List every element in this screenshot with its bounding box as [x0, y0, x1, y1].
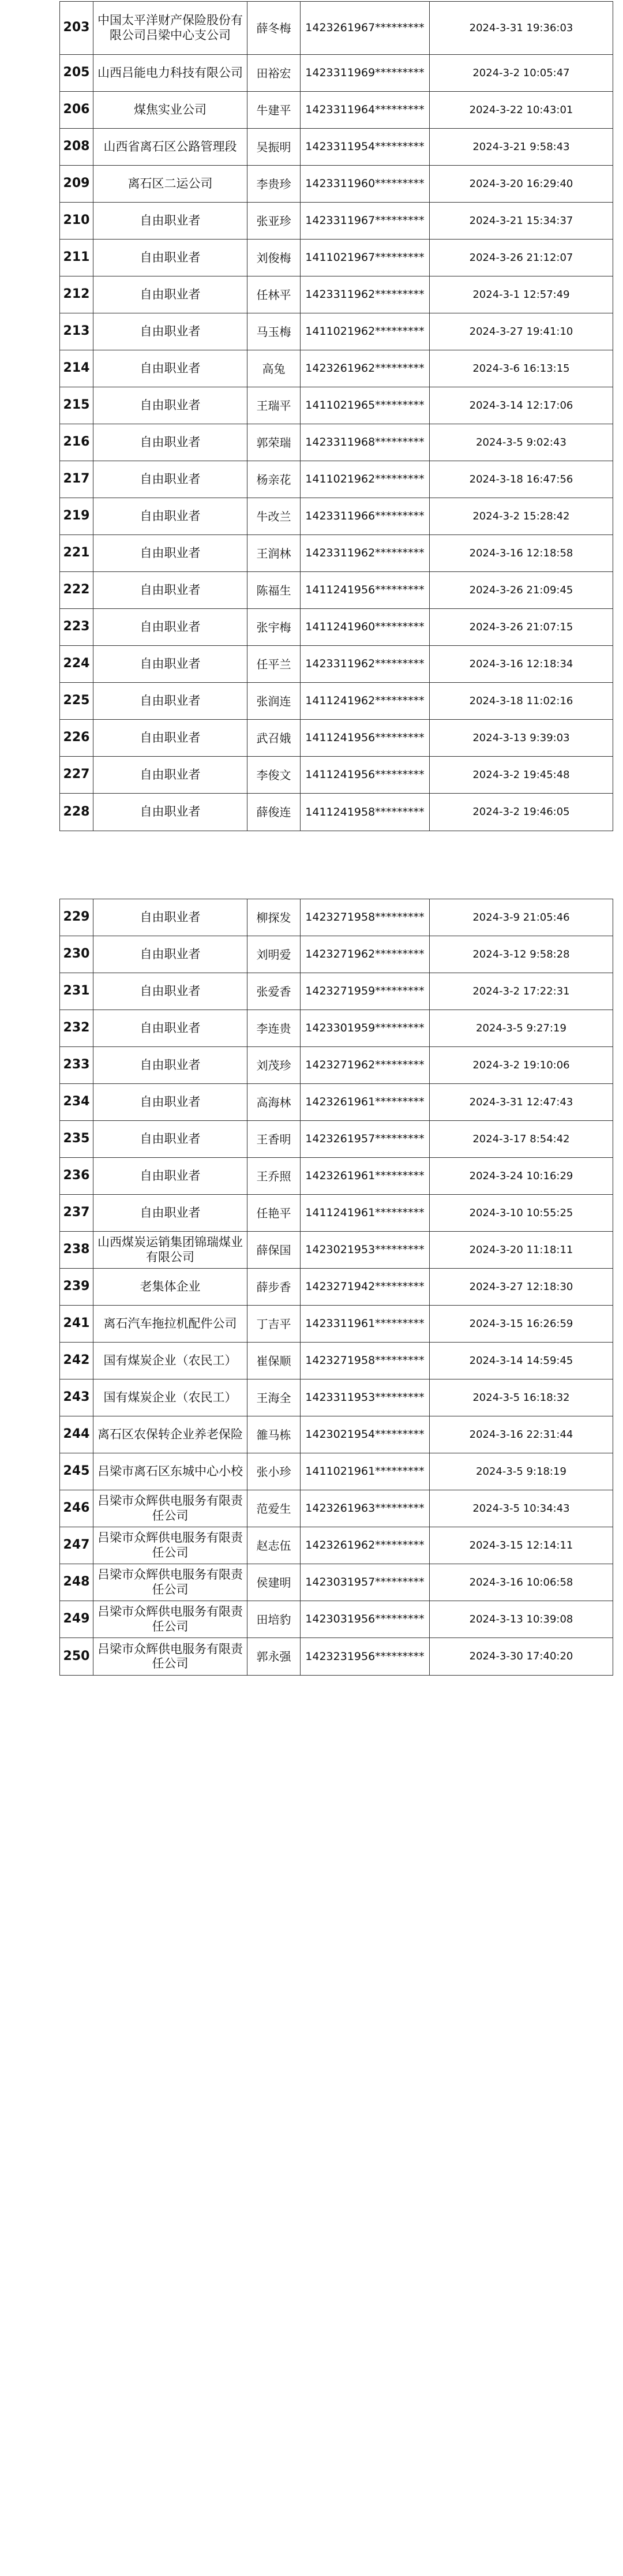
- submission-time: 2024-3-20 11:18:11: [469, 1243, 573, 1256]
- row-number: 230: [60, 936, 93, 973]
- person-name: 王乔照: [247, 1158, 301, 1194]
- row-number: 216: [60, 424, 93, 461]
- masked-id-number: 1411241961*********: [301, 1195, 430, 1231]
- employer-name: 自由职业者: [93, 1010, 247, 1046]
- masked-id-number: 1423031956*********: [301, 1601, 430, 1637]
- employer-name: 自由职业者: [93, 461, 247, 498]
- employer-name: 国有煤炭企业（农民工）: [93, 1343, 247, 1379]
- table-row: [60, 129, 613, 166]
- row-number: 239: [60, 1269, 93, 1305]
- row-number: 221: [60, 535, 93, 571]
- masked-id-number: 1411241956*********: [301, 757, 430, 793]
- masked-id-number: 1411021961*********: [301, 1453, 430, 1490]
- person-name: 牛改兰: [247, 498, 301, 534]
- table-row: [60, 1490, 613, 1527]
- person-name: 任林平: [247, 276, 301, 313]
- row-number: 233: [60, 1047, 93, 1083]
- table-row: [60, 1084, 613, 1121]
- person-name: 吴振明: [247, 129, 301, 165]
- table-row: [60, 1638, 613, 1675]
- employer-name: 离石汽车拖拉机配件公司: [93, 1306, 247, 1342]
- person-name: 王瑞平: [247, 387, 301, 424]
- employer-name: 吕梁市众辉供电服务有限责任公司: [93, 1564, 247, 1601]
- masked-id-number: 1423261963*********: [301, 1490, 430, 1527]
- employer-name: 山西煤炭运销集团锦瑞煤业有限公司: [93, 1232, 247, 1268]
- submission-time: 2024-3-2 17:22:31: [472, 985, 570, 997]
- row-number: 246: [60, 1490, 93, 1527]
- table-row: [60, 899, 613, 936]
- submission-time: 2024-3-5 10:34:43: [472, 1502, 570, 1515]
- table-row: [60, 1232, 613, 1269]
- employer-name: 吕梁市众辉供电服务有限责任公司: [93, 1527, 247, 1564]
- submission-time: 2024-3-26 21:07:15: [469, 620, 573, 633]
- row-number: 242: [60, 1343, 93, 1379]
- employer-name: 老集体企业: [93, 1269, 247, 1305]
- table-row: [60, 461, 613, 498]
- table-row: [60, 720, 613, 757]
- masked-id-number: 1423311968*********: [301, 424, 430, 461]
- person-name: 王香明: [247, 1121, 301, 1157]
- table-row: [60, 683, 613, 720]
- table-row: [60, 1047, 613, 1084]
- table-row: [60, 240, 613, 276]
- person-name: 李俊文: [247, 757, 301, 793]
- table-row: [60, 387, 613, 424]
- person-name: 任平兰: [247, 646, 301, 682]
- employer-name: 自由职业者: [93, 203, 247, 239]
- submission-time: 2024-3-5 16:18:32: [472, 1391, 570, 1404]
- person-name: 李连贵: [247, 1010, 301, 1046]
- masked-id-number: 1423311969*********: [301, 55, 430, 91]
- row-number: 235: [60, 1121, 93, 1157]
- masked-id-number: 1411241956*********: [301, 720, 430, 756]
- table-row: [60, 498, 613, 535]
- person-name: 薛冬梅: [247, 2, 301, 54]
- row-number: 250: [60, 1638, 93, 1675]
- submission-time: 2024-3-16 10:06:58: [469, 1576, 573, 1588]
- employer-name: 自由职业者: [93, 313, 247, 350]
- person-name: 任艳平: [247, 1195, 301, 1231]
- table-row: [60, 535, 613, 572]
- person-name: 郭荣瑞: [247, 424, 301, 461]
- employer-name: 吕梁市众辉供电服务有限责任公司: [93, 1601, 247, 1637]
- masked-id-number: 1423311960*********: [301, 166, 430, 202]
- table-row: [60, 1269, 613, 1306]
- submission-time: 2024-3-21 9:58:43: [472, 140, 570, 153]
- masked-id-number: 1411241962*********: [301, 683, 430, 719]
- table-row: [60, 1010, 613, 1047]
- submission-time: 2024-3-13 10:39:08: [469, 1613, 573, 1625]
- row-number: 244: [60, 1416, 93, 1453]
- person-name: 杨亲花: [247, 461, 301, 498]
- table-block: [59, 1, 613, 831]
- submission-time: 2024-3-9 21:05:46: [472, 911, 570, 924]
- person-name: 赵志伍: [247, 1527, 301, 1564]
- masked-id-number: 1423311966*********: [301, 498, 430, 534]
- table-row: [60, 1601, 613, 1638]
- person-name: 王润林: [247, 535, 301, 571]
- masked-id-number: 1423271958*********: [301, 899, 430, 936]
- employer-name: 煤焦实业公司: [93, 92, 247, 128]
- employer-name: 吕梁市众辉供电服务有限责任公司: [93, 1638, 247, 1675]
- submission-time: 2024-3-17 8:54:42: [472, 1132, 570, 1145]
- row-number: 203: [60, 2, 93, 54]
- masked-id-number: 1411241960*********: [301, 609, 430, 645]
- row-number: 243: [60, 1379, 93, 1416]
- submission-time: 2024-3-5 9:18:19: [476, 1465, 566, 1478]
- submission-time: 2024-3-18 11:02:16: [469, 694, 573, 707]
- table-row: [60, 1158, 613, 1195]
- masked-id-number: 1423021954*********: [301, 1416, 430, 1453]
- row-number: 231: [60, 973, 93, 1010]
- person-name: 侯建明: [247, 1564, 301, 1601]
- row-number: 226: [60, 720, 93, 756]
- person-name: 张宇梅: [247, 609, 301, 645]
- submission-time: 2024-3-10 10:55:25: [469, 1206, 573, 1219]
- row-number: 224: [60, 646, 93, 682]
- person-name: 薛俊连: [247, 794, 301, 831]
- row-number: 227: [60, 757, 93, 793]
- row-number: 237: [60, 1195, 93, 1231]
- submission-time: 2024-3-15 16:26:59: [469, 1317, 573, 1330]
- row-number: 247: [60, 1527, 93, 1564]
- row-number: 245: [60, 1453, 93, 1490]
- masked-id-number: 1423261962*********: [301, 350, 430, 387]
- employer-name: 中国太平洋财产保险股份有限公司吕梁中心支公司: [93, 2, 247, 54]
- person-name: 高海林: [247, 1084, 301, 1120]
- table-row: [60, 973, 613, 1010]
- submission-time: 2024-3-2 15:28:42: [472, 510, 570, 522]
- person-name: 丁吉平: [247, 1306, 301, 1342]
- submission-time: 2024-3-16 12:18:34: [469, 657, 573, 670]
- submission-time: 2024-3-2 10:05:47: [472, 66, 570, 79]
- table-row: [60, 1343, 613, 1379]
- person-name: 刘明爱: [247, 936, 301, 973]
- submission-time: 2024-3-5 9:27:19: [476, 1022, 566, 1034]
- table-block: [59, 899, 613, 1676]
- employer-name: 离石区农保转企业养老保险: [93, 1416, 247, 1453]
- employer-name: 自由职业者: [93, 535, 247, 571]
- row-number: 228: [60, 794, 93, 831]
- submission-time: 2024-3-21 15:34:37: [469, 214, 573, 227]
- submission-time: 2024-3-27 12:18:30: [469, 1280, 573, 1293]
- masked-id-number: 1423261961*********: [301, 1158, 430, 1194]
- person-name: 牛建平: [247, 92, 301, 128]
- submission-time: 2024-3-24 10:16:29: [469, 1169, 573, 1182]
- masked-id-number: 1423311967*********: [301, 203, 430, 239]
- employer-name: 自由职业者: [93, 720, 247, 756]
- row-number: 236: [60, 1158, 93, 1194]
- employer-name: 自由职业者: [93, 794, 247, 831]
- masked-id-number: 1411021962*********: [301, 461, 430, 498]
- employer-name: 自由职业者: [93, 1047, 247, 1083]
- masked-id-number: 1423271958*********: [301, 1343, 430, 1379]
- employer-name: 自由职业者: [93, 683, 247, 719]
- person-name: 张小珍: [247, 1453, 301, 1490]
- row-number: 241: [60, 1306, 93, 1342]
- person-name: 田裕宏: [247, 55, 301, 91]
- employer-name: 自由职业者: [93, 973, 247, 1010]
- employer-name: 自由职业者: [93, 276, 247, 313]
- table-row: [60, 1195, 613, 1232]
- employer-name: 自由职业者: [93, 899, 247, 936]
- employer-name: 自由职业者: [93, 1121, 247, 1157]
- table-row: [60, 2, 613, 55]
- table-row: [60, 55, 613, 92]
- masked-id-number: 1423021953*********: [301, 1232, 430, 1268]
- submission-time: 2024-3-14 14:59:45: [469, 1354, 573, 1367]
- table-row: [60, 1564, 613, 1601]
- table-row: [60, 424, 613, 461]
- person-name: 田培豹: [247, 1601, 301, 1637]
- masked-id-number: 1423261961*********: [301, 1084, 430, 1120]
- submission-time: 2024-3-1 12:57:49: [472, 288, 570, 301]
- masked-id-number: 1423311962*********: [301, 646, 430, 682]
- employer-name: 离石区二运公司: [93, 166, 247, 202]
- submission-time: 2024-3-15 12:14:11: [469, 1539, 573, 1551]
- employer-name: 山西省离石区公路管理段: [93, 129, 247, 165]
- row-number: 248: [60, 1564, 93, 1601]
- submission-time: 2024-3-16 22:31:44: [469, 1428, 573, 1441]
- table-row: [60, 1416, 613, 1453]
- masked-id-number: 1411021967*********: [301, 240, 430, 276]
- masked-id-number: 1423261967*********: [301, 2, 430, 54]
- row-number: 208: [60, 129, 93, 165]
- table-row: [60, 572, 613, 609]
- person-name: 张爱香: [247, 973, 301, 1010]
- employer-name: 自由职业者: [93, 936, 247, 973]
- submission-time: 2024-3-26 21:12:07: [469, 251, 573, 264]
- row-number: 225: [60, 683, 93, 719]
- row-number: 209: [60, 166, 93, 202]
- employer-name: 自由职业者: [93, 1195, 247, 1231]
- table-row: [60, 1453, 613, 1490]
- row-number: 249: [60, 1601, 93, 1637]
- submission-time: 2024-3-22 10:43:01: [469, 103, 573, 116]
- person-name: 陈福生: [247, 572, 301, 608]
- masked-id-number: 1411241956*********: [301, 572, 430, 608]
- employer-name: 自由职业者: [93, 1084, 247, 1120]
- employer-name: 自由职业者: [93, 350, 247, 387]
- submission-time: 2024-3-12 9:58:28: [472, 948, 570, 960]
- table-row: [60, 794, 613, 831]
- person-name: 张润连: [247, 683, 301, 719]
- person-name: 高兔: [247, 350, 301, 387]
- person-name: 武召娥: [247, 720, 301, 756]
- row-number: 215: [60, 387, 93, 424]
- employer-name: 吕梁市离石区东城中心小校: [93, 1453, 247, 1490]
- row-number: 206: [60, 92, 93, 128]
- masked-id-number: 1411241958*********: [301, 794, 430, 831]
- table-row: [60, 313, 613, 350]
- submission-time: 2024-3-16 12:18:58: [469, 547, 573, 559]
- employer-name: 山西吕能电力科技有限公司: [93, 55, 247, 91]
- submission-time: 2024-3-13 9:39:03: [472, 731, 570, 744]
- table-row: [60, 1379, 613, 1416]
- employer-name: 自由职业者: [93, 646, 247, 682]
- submission-time: 2024-3-30 17:40:20: [469, 1650, 573, 1663]
- submission-time: 2024-3-20 16:29:40: [469, 177, 573, 190]
- employer-name: 自由职业者: [93, 240, 247, 276]
- employer-name: 吕梁市众辉供电服务有限责任公司: [93, 1490, 247, 1527]
- submission-time: 2024-3-2 19:46:05: [472, 806, 570, 818]
- employer-name: 自由职业者: [93, 572, 247, 608]
- employer-name: 自由职业者: [93, 387, 247, 424]
- employer-name: 自由职业者: [93, 757, 247, 793]
- row-number: 214: [60, 350, 93, 387]
- employer-name: 国有煤炭企业（农民工）: [93, 1379, 247, 1416]
- submission-time: 2024-3-5 9:02:43: [476, 436, 566, 448]
- masked-id-number: 1411021965*********: [301, 387, 430, 424]
- person-name: 刘茂珍: [247, 1047, 301, 1083]
- table-row: [60, 1306, 613, 1343]
- person-name: 薛步香: [247, 1269, 301, 1305]
- masked-id-number: 1423031957*********: [301, 1564, 430, 1601]
- employer-name: 自由职业者: [93, 498, 247, 534]
- masked-id-number: 1423271942*********: [301, 1269, 430, 1305]
- row-number: 210: [60, 203, 93, 239]
- person-name: 刘俊梅: [247, 240, 301, 276]
- table-row: [60, 203, 613, 240]
- row-number: 211: [60, 240, 93, 276]
- masked-id-number: 1423301959*********: [301, 1010, 430, 1046]
- row-number: 219: [60, 498, 93, 534]
- person-name: 张亚珍: [247, 203, 301, 239]
- masked-id-number: 1423271962*********: [301, 1047, 430, 1083]
- submission-time: 2024-3-31 12:47:43: [469, 1096, 573, 1108]
- table-row: [60, 276, 613, 313]
- table-row: [60, 350, 613, 387]
- masked-id-number: 1423271959*********: [301, 973, 430, 1010]
- masked-id-number: 1423311962*********: [301, 276, 430, 313]
- person-name: 柳探发: [247, 899, 301, 936]
- person-name: 范爱生: [247, 1490, 301, 1527]
- table-row: [60, 92, 613, 129]
- row-number: 238: [60, 1232, 93, 1268]
- masked-id-number: 1423311961*********: [301, 1306, 430, 1342]
- row-number: 217: [60, 461, 93, 498]
- masked-id-number: 1423311962*********: [301, 535, 430, 571]
- submission-time: 2024-3-2 19:45:48: [472, 768, 570, 781]
- person-name: 马玉梅: [247, 313, 301, 350]
- masked-id-number: 1423261957*********: [301, 1121, 430, 1157]
- row-number: 222: [60, 572, 93, 608]
- person-name: 崔保顺: [247, 1343, 301, 1379]
- row-number: 234: [60, 1084, 93, 1120]
- submission-time: 2024-3-18 16:47:56: [469, 473, 573, 485]
- row-number: 229: [60, 899, 93, 936]
- person-name: 雒马栋: [247, 1416, 301, 1453]
- table-row: [60, 936, 613, 973]
- table-row: [60, 646, 613, 683]
- employer-name: 自由职业者: [93, 424, 247, 461]
- person-name: 王海全: [247, 1379, 301, 1416]
- submission-time: 2024-3-14 12:17:06: [469, 399, 573, 412]
- row-number: 223: [60, 609, 93, 645]
- submission-time: 2024-3-31 19:36:03: [469, 21, 573, 34]
- row-number: 212: [60, 276, 93, 313]
- person-name: 薛保国: [247, 1232, 301, 1268]
- masked-id-number: 1423311954*********: [301, 129, 430, 165]
- person-name: 李贵珍: [247, 166, 301, 202]
- masked-id-number: 1423311953*********: [301, 1379, 430, 1416]
- submission-time: 2024-3-26 21:09:45: [469, 584, 573, 596]
- masked-id-number: 1423261962*********: [301, 1527, 430, 1564]
- masked-id-number: 1423271962*********: [301, 936, 430, 973]
- table-row: [60, 757, 613, 794]
- employer-name: 自由职业者: [93, 1158, 247, 1194]
- row-number: 232: [60, 1010, 93, 1046]
- row-number: 213: [60, 313, 93, 350]
- submission-time: 2024-3-27 19:41:10: [469, 325, 573, 338]
- table-row: [60, 1527, 613, 1564]
- masked-id-number: 1423231956*********: [301, 1638, 430, 1675]
- row-number: 205: [60, 55, 93, 91]
- table-row: [60, 1121, 613, 1158]
- person-name: 郭永强: [247, 1638, 301, 1675]
- table-row: [60, 166, 613, 203]
- table-row: [60, 609, 613, 646]
- submission-time: 2024-3-6 16:13:15: [472, 362, 570, 375]
- employer-name: 自由职业者: [93, 609, 247, 645]
- masked-id-number: 1411021962*********: [301, 313, 430, 350]
- submission-time: 2024-3-2 19:10:06: [472, 1059, 570, 1071]
- masked-id-number: 1423311964*********: [301, 92, 430, 128]
